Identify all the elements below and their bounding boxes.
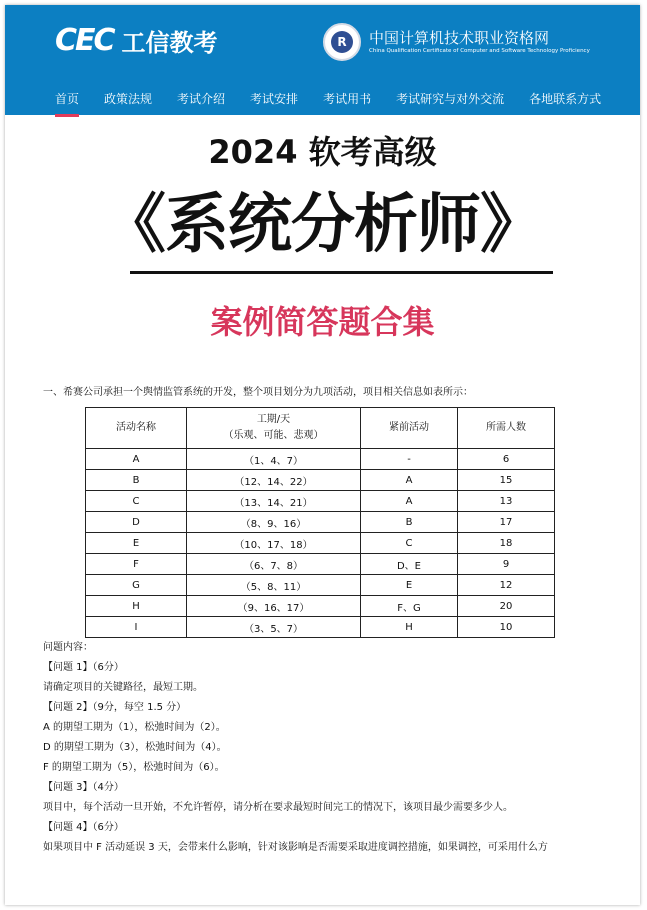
table-cell: E <box>361 575 458 596</box>
table-row <box>86 617 555 638</box>
table-header-cell: 活动名称 <box>86 408 187 449</box>
table-row <box>86 554 555 575</box>
table-cell: 13 <box>458 491 555 512</box>
table-cell: 18 <box>458 533 555 554</box>
table-cell: D、E <box>361 554 458 575</box>
table-cell: （5、8、11） <box>187 575 361 596</box>
table-cell: G <box>86 575 187 596</box>
table-cell: 15 <box>458 470 555 491</box>
table-cell: 10 <box>458 617 555 638</box>
table-header-cell: 工期/天 （乐观、可能、悲观） <box>187 408 361 449</box>
question-content <box>43 383 603 858</box>
nav-item-3[interactable]: 考试安排 <box>250 92 299 106</box>
table-cell: A <box>361 470 458 491</box>
table-cell: H <box>86 596 187 617</box>
site-header <box>5 5 640 115</box>
table-body <box>86 449 555 638</box>
table-cell: D <box>86 512 187 533</box>
nav-item-2[interactable]: 考试介绍 <box>177 92 226 106</box>
emblem-icon <box>323 23 361 61</box>
nav-item-0[interactable]: 首页 <box>55 92 80 106</box>
logo-mark: CEC <box>55 23 114 58</box>
table-row <box>86 470 555 491</box>
table-row <box>86 533 555 554</box>
table-header-row <box>86 408 555 449</box>
org-name-en: China Qualification Certificate of Computer and Software Technology Proficiency <box>369 47 590 54</box>
table-cell: 17 <box>458 512 555 533</box>
table-cell: （9、16、17） <box>187 596 361 617</box>
table-cell: （12、14、22） <box>187 470 361 491</box>
table-row <box>86 491 555 512</box>
question-line: D 的期望工期为（3），松弛时间为（4）。 <box>43 742 227 753</box>
org-brand[interactable] <box>323 23 590 61</box>
logo-text: 工信教考 <box>121 29 218 57</box>
table-cell: F、G <box>361 596 458 617</box>
question-line: 【问题 1】（6分） <box>43 662 124 673</box>
table-cell: A <box>86 449 187 470</box>
nav-item-6[interactable]: 各地联系方式 <box>529 92 602 106</box>
table-cell: A <box>361 491 458 512</box>
question-line: 请确定项目的关键路径，最短工期。 <box>43 682 203 693</box>
table-cell: B <box>361 512 458 533</box>
question-line: 【问题 4】（6分） <box>43 822 124 833</box>
cec-logo[interactable] <box>55 23 218 58</box>
question-line: 问题内容： <box>43 642 93 653</box>
table-cell: - <box>361 449 458 470</box>
table-cell: C <box>86 491 187 512</box>
table-cell: （6、7、8） <box>187 554 361 575</box>
title-line-2: 《系统分析师》 <box>102 188 543 262</box>
document-page <box>5 5 640 905</box>
table-cell: （13、14、21） <box>187 491 361 512</box>
question-intro: 一、希赛公司承担一个舆情监管系统的开发，整个项目划分为九项活动，项目相关信息如表所示： <box>43 387 473 398</box>
table-row <box>86 449 555 470</box>
table-cell: B <box>86 470 187 491</box>
question-line: 【问题 3】（4分） <box>43 782 124 793</box>
title-underline <box>130 271 553 274</box>
table-cell: C <box>361 533 458 554</box>
emblem-letter: R <box>331 31 353 53</box>
org-name: 中国计算机技术职业资格网 <box>369 28 550 47</box>
table-cell: （1、4、7） <box>187 449 361 470</box>
table-row <box>86 575 555 596</box>
table-cell: （10、17、18） <box>187 533 361 554</box>
table-cell: I <box>86 617 187 638</box>
table-row <box>86 512 555 533</box>
table-header-cell: 所需人数 <box>458 408 555 449</box>
table-cell: H <box>361 617 458 638</box>
table-cell: 12 <box>458 575 555 596</box>
table-cell: （3、5、7） <box>187 617 361 638</box>
question-line: A 的期望工期为（1），松弛时间为（2）。 <box>43 722 226 733</box>
main-nav <box>55 90 626 107</box>
question-line: 【问题 2】（9分，每空 1.5 分） <box>43 702 187 713</box>
table-cell: 9 <box>458 554 555 575</box>
nav-item-4[interactable]: 考试用书 <box>323 92 372 106</box>
table-row <box>86 596 555 617</box>
table-cell: 20 <box>458 596 555 617</box>
title-line-1: 2024 软考高级 <box>208 133 437 171</box>
activity-table <box>85 407 555 638</box>
table-cell: F <box>86 554 187 575</box>
nav-item-1[interactable]: 政策法规 <box>104 92 153 106</box>
nav-item-5[interactable]: 考试研究与对外交流 <box>396 92 505 106</box>
question-lines <box>43 638 603 858</box>
table-cell: 6 <box>458 449 555 470</box>
table-cell: （8、9、16） <box>187 512 361 533</box>
table-cell: E <box>86 533 187 554</box>
question-line: 如果项目中 F 活动延误 3 天，会带来什么影响，针对该影响是否需要采取进度调控措施，如果调控，可采用什么方 <box>43 842 548 853</box>
title-line-3: 案例简答题合集 <box>210 303 435 341</box>
table-header-cell: 紧前活动 <box>361 408 458 449</box>
question-line: F 的期望工期为（5），松弛时间为（6）。 <box>43 762 225 773</box>
question-line: 项目中，每个活动一旦开始，不允许暂停，请分析在要求最短时间完工的情况下，该项目最少需要多少人。 <box>43 802 513 813</box>
